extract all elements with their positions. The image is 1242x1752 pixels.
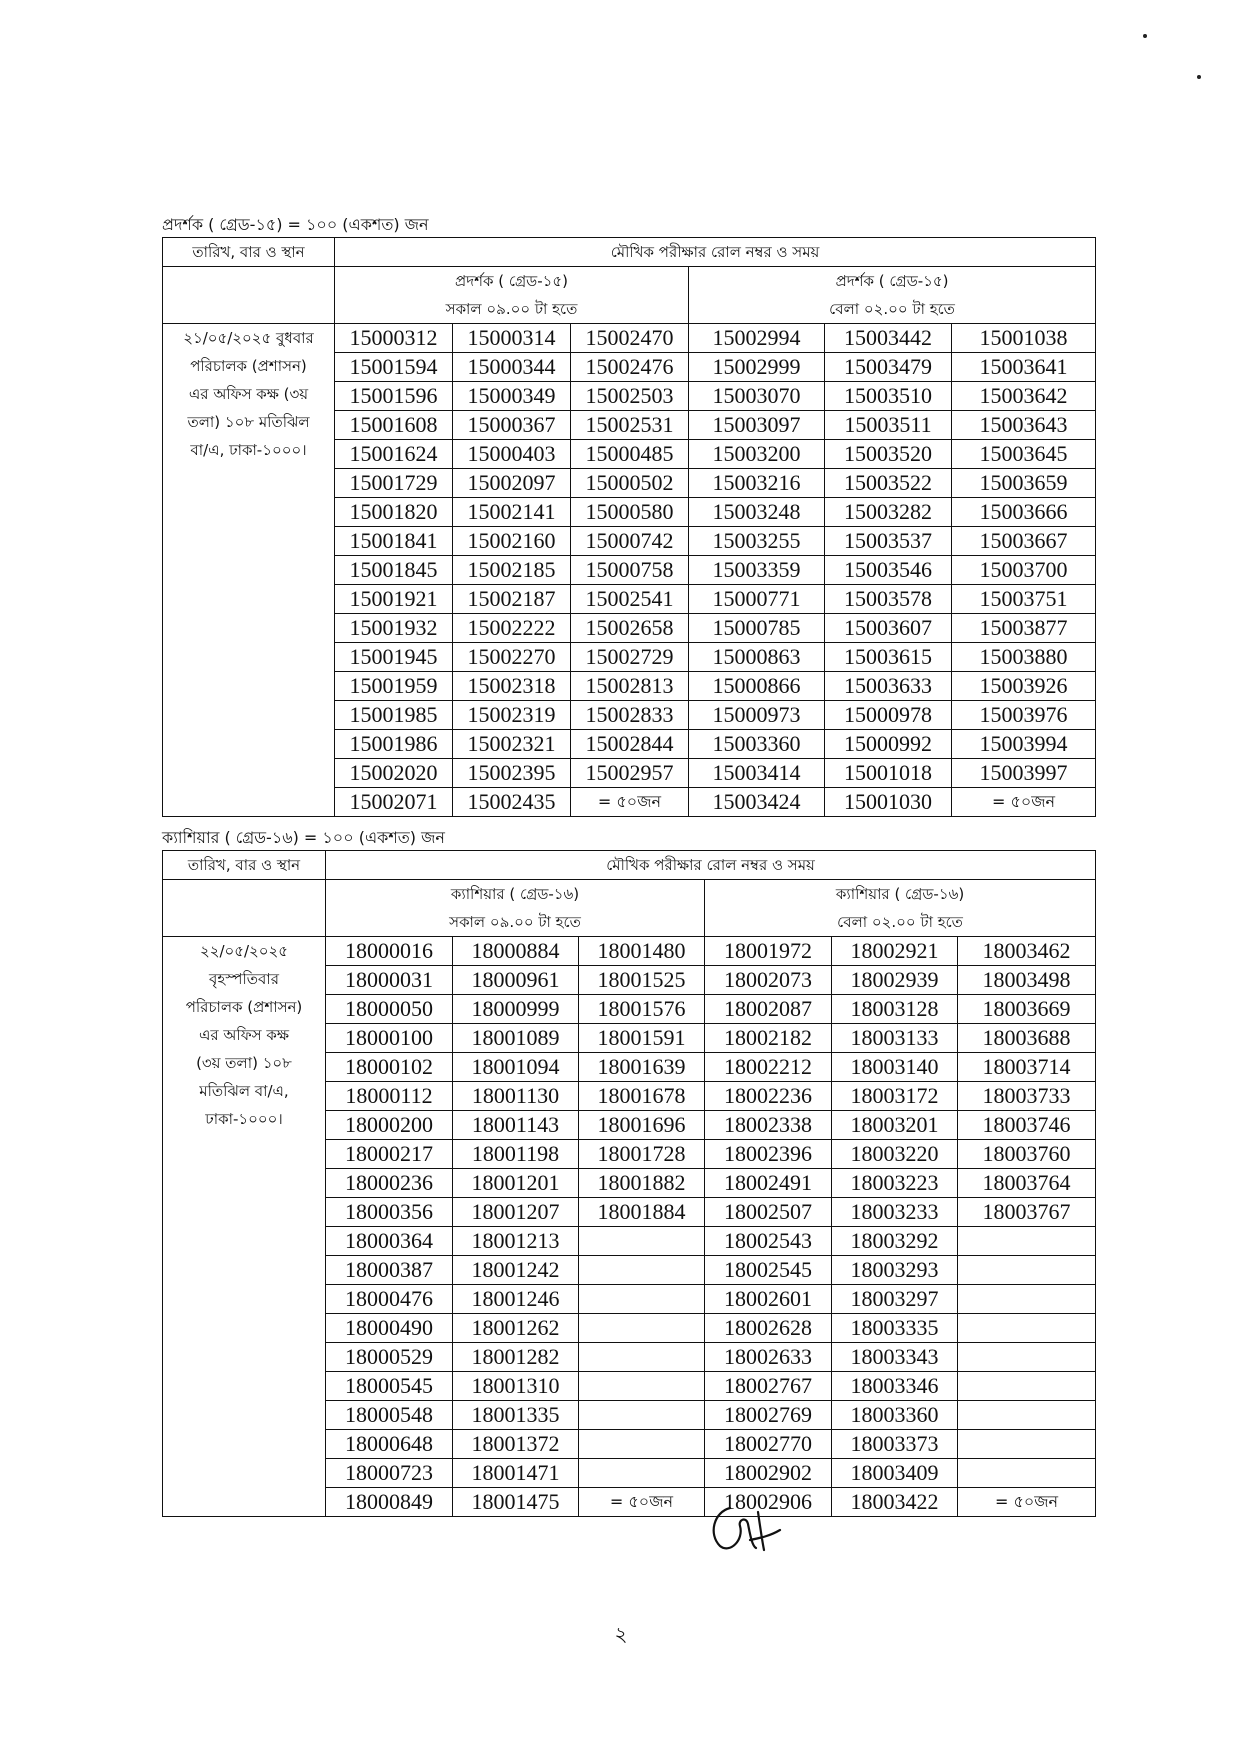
roll-number-cell: 18002338 bbox=[705, 1111, 832, 1140]
roll-number-cell: 15003976 bbox=[952, 701, 1096, 730]
roll-number-cell: 15003511 bbox=[825, 411, 952, 440]
roll-number-cell bbox=[579, 1285, 705, 1314]
roll-number-cell: 15003546 bbox=[825, 556, 952, 585]
roll-number-cell bbox=[579, 1459, 705, 1488]
roll-number-cell: 18000217 bbox=[326, 1140, 453, 1169]
roll-number-cell: 15000349 bbox=[453, 382, 571, 411]
roll-number-cell: 15003880 bbox=[952, 643, 1096, 672]
roll-number-cell: 18001310 bbox=[453, 1372, 579, 1401]
roll-number-cell: 15003520 bbox=[825, 440, 952, 469]
morning-session-header bbox=[326, 880, 705, 937]
roll-number-cell: 15003414 bbox=[689, 759, 825, 788]
roll-number-cell: 15000502 bbox=[571, 469, 689, 498]
roll-number-cell: 15002141 bbox=[453, 498, 571, 527]
roll-number-cell: 15000403 bbox=[453, 440, 571, 469]
roll-number-cell: 15001985 bbox=[335, 701, 453, 730]
roll-number-cell: 15003479 bbox=[825, 353, 952, 382]
roll-number-cell: 18003760 bbox=[958, 1140, 1096, 1169]
roll-number-cell: 15003216 bbox=[689, 469, 825, 498]
roll-number-cell: 18001475 bbox=[453, 1488, 579, 1517]
roll-number-cell: 15000771 bbox=[689, 585, 825, 614]
roll-number-cell: 15000742 bbox=[571, 527, 689, 556]
roll-number-cell: 18003172 bbox=[832, 1082, 958, 1111]
roll-number-cell: 15001845 bbox=[335, 556, 453, 585]
roll-number-cell: 18000016 bbox=[326, 937, 453, 966]
roll-number-cell: 15000973 bbox=[689, 701, 825, 730]
venue-line: এর অফিস কক্ষ bbox=[199, 1026, 289, 1044]
roll-number-cell bbox=[958, 1256, 1096, 1285]
roll-number-cell: 18002906 bbox=[705, 1488, 832, 1517]
roll-number-cell: 15002476 bbox=[571, 353, 689, 382]
roll-number-cell: 15003282 bbox=[825, 498, 952, 527]
morning-session-header bbox=[335, 267, 689, 324]
roll-number-cell: 15000866 bbox=[689, 672, 825, 701]
roll-number-cell: 15001596 bbox=[335, 382, 453, 411]
roll-number-cell: 18000100 bbox=[326, 1024, 453, 1053]
roll-number-cell: 18000548 bbox=[326, 1401, 453, 1430]
afternoon-post: প্রদর্শক ( গ্রেড-১৫) bbox=[835, 272, 949, 290]
roll-number-cell: 15002097 bbox=[453, 469, 571, 498]
morning-time: সকাল ০৯.০০ টা হতে bbox=[449, 913, 581, 931]
roll-number-cell: 18001335 bbox=[453, 1401, 579, 1430]
roll-number-cell: 15001841 bbox=[335, 527, 453, 556]
page-number: ২ bbox=[614, 1622, 628, 1646]
roll-number-cell: 18000356 bbox=[326, 1198, 453, 1227]
roll-number-cell: 18003767 bbox=[958, 1198, 1096, 1227]
roll-number-cell: 18003714 bbox=[958, 1053, 1096, 1082]
roll-number-cell: 15000785 bbox=[689, 614, 825, 643]
roll-number-cell: 18003335 bbox=[832, 1314, 958, 1343]
roll-number-cell: 15002729 bbox=[571, 643, 689, 672]
roll-number-cell: 18001094 bbox=[453, 1053, 579, 1082]
roll-number-cell: 15002833 bbox=[571, 701, 689, 730]
roll-number-cell: 18000050 bbox=[326, 995, 453, 1024]
roll-number-cell: 18003133 bbox=[832, 1024, 958, 1053]
roll-number-cell: 15002470 bbox=[571, 324, 689, 353]
roll-number-cell: 18000849 bbox=[326, 1488, 453, 1517]
roll-number-cell: 18003201 bbox=[832, 1111, 958, 1140]
roll-number-cell: 18003293 bbox=[832, 1256, 958, 1285]
morning-time: সকাল ০৯.০০ টা হতে bbox=[445, 300, 578, 318]
roll-number-cell: 18000112 bbox=[326, 1082, 453, 1111]
roll-number-cell: 15003633 bbox=[825, 672, 952, 701]
roll-column-header: মৌখিক পরীক্ষার রোল নম্বর ও সময় bbox=[335, 238, 1096, 267]
roll-number-cell: 15001932 bbox=[335, 614, 453, 643]
roll-number-cell: 18001525 bbox=[579, 966, 705, 995]
roll-number-cell: 15002222 bbox=[453, 614, 571, 643]
roll-number-cell: 18002545 bbox=[705, 1256, 832, 1285]
roll-number-cell: 15000758 bbox=[571, 556, 689, 585]
roll-number-cell: 15001624 bbox=[335, 440, 453, 469]
morning-post: ক্যাশিয়ার ( গ্রেড-১৬) bbox=[450, 885, 580, 903]
roll-number-cell bbox=[579, 1372, 705, 1401]
roll-number-cell bbox=[579, 1430, 705, 1459]
roll-number-cell bbox=[958, 1401, 1096, 1430]
count-cell: = ৫০জন bbox=[579, 1488, 705, 1517]
venue-line: ২২/০৫/২০২৫ bbox=[199, 942, 289, 960]
count-cell: = ৫০জন bbox=[952, 788, 1096, 817]
roll-number-cell bbox=[579, 1343, 705, 1372]
roll-number-cell: 15001921 bbox=[335, 585, 453, 614]
roll-number-cell: 18001591 bbox=[579, 1024, 705, 1053]
roll-number-cell: 18002767 bbox=[705, 1372, 832, 1401]
roll-number-cell: 18003688 bbox=[958, 1024, 1096, 1053]
roll-number-cell: 18002770 bbox=[705, 1430, 832, 1459]
roll-number-cell bbox=[958, 1343, 1096, 1372]
roll-number-cell: 18001678 bbox=[579, 1082, 705, 1111]
roll-number-cell: 15003641 bbox=[952, 353, 1096, 382]
signature bbox=[700, 1500, 790, 1560]
roll-number-cell: 15002187 bbox=[453, 585, 571, 614]
roll-number-cell: 18000031 bbox=[326, 966, 453, 995]
roll-number-cell bbox=[958, 1227, 1096, 1256]
venue-line: ২১/০৫/২০২৫ বুধবার bbox=[183, 329, 314, 347]
venue-header-spacer bbox=[163, 880, 326, 937]
roll-number-cell: 15002658 bbox=[571, 614, 689, 643]
roll-number-cell bbox=[579, 1314, 705, 1343]
roll-number-cell: 18002507 bbox=[705, 1198, 832, 1227]
roll-number-cell: 15000992 bbox=[825, 730, 952, 759]
roll-number-cell: 15002999 bbox=[689, 353, 825, 382]
roll-number-cell: 15002541 bbox=[571, 585, 689, 614]
venue-line: পরিচালক (প্রশাসন) bbox=[190, 357, 307, 375]
roll-number-cell: 18001372 bbox=[453, 1430, 579, 1459]
roll-number-cell: 15002020 bbox=[335, 759, 453, 788]
roll-number-cell: 18000961 bbox=[453, 966, 579, 995]
roll-number-cell: 15003700 bbox=[952, 556, 1096, 585]
roll-number-cell: 18000200 bbox=[326, 1111, 453, 1140]
roll-number-cell: 15003877 bbox=[952, 614, 1096, 643]
roll-number-cell: 15002319 bbox=[453, 701, 571, 730]
roll-number-cell: 15000367 bbox=[453, 411, 571, 440]
venue-column-header: তারিখ, বার ও স্থান bbox=[163, 851, 326, 880]
roll-number-cell: 15002321 bbox=[453, 730, 571, 759]
venue-line: বৃহস্পতিবার bbox=[209, 970, 279, 988]
roll-number-cell: 18000723 bbox=[326, 1459, 453, 1488]
venue-line: তলা) ১০৮ মতিঝিল bbox=[187, 413, 310, 431]
roll-number-cell: 18003140 bbox=[832, 1053, 958, 1082]
roll-number-cell: 15003751 bbox=[952, 585, 1096, 614]
afternoon-session-header bbox=[689, 267, 1096, 324]
roll-number-cell: 15001945 bbox=[335, 643, 453, 672]
section1-caption: প্রদর্শক ( গ্রেড-১৫) = ১০০ (একশত) জন bbox=[162, 215, 429, 234]
roll-number-cell: 18000364 bbox=[326, 1227, 453, 1256]
roll-number-cell: 18001882 bbox=[579, 1169, 705, 1198]
venue-line: ঢাকা-১০০০। bbox=[205, 1110, 283, 1128]
roll-number-cell: 15003070 bbox=[689, 382, 825, 411]
roll-number-cell: 15000978 bbox=[825, 701, 952, 730]
roll-number-cell: 15001986 bbox=[335, 730, 453, 759]
table-row bbox=[163, 937, 1096, 966]
roll-number-cell: 18003223 bbox=[832, 1169, 958, 1198]
roll-number-cell bbox=[958, 1314, 1096, 1343]
roll-number-cell: 18001262 bbox=[453, 1314, 579, 1343]
roll-number-cell: 18003220 bbox=[832, 1140, 958, 1169]
venue-line: এর অফিস কক্ষ (৩য় bbox=[188, 385, 309, 403]
roll-number-cell: 18001201 bbox=[453, 1169, 579, 1198]
roll-number-cell: 18001728 bbox=[579, 1140, 705, 1169]
roll-number-cell: 15002160 bbox=[453, 527, 571, 556]
venue-cell bbox=[163, 324, 335, 817]
roll-number-cell: 15003510 bbox=[825, 382, 952, 411]
roll-number-cell: 18002182 bbox=[705, 1024, 832, 1053]
roll-number-cell: 18002939 bbox=[832, 966, 958, 995]
roll-number-cell: 15003643 bbox=[952, 411, 1096, 440]
roll-number-cell: 18002087 bbox=[705, 995, 832, 1024]
roll-number-cell: 15003667 bbox=[952, 527, 1096, 556]
afternoon-session-header bbox=[705, 880, 1096, 937]
roll-number-cell: 15001608 bbox=[335, 411, 453, 440]
roll-number-cell: 18003360 bbox=[832, 1401, 958, 1430]
venue-line: (৩য় তলা) ১০৮ bbox=[196, 1054, 292, 1072]
roll-number-cell: 15002813 bbox=[571, 672, 689, 701]
roll-number-cell: 18003346 bbox=[832, 1372, 958, 1401]
roll-number-cell: 18000648 bbox=[326, 1430, 453, 1459]
roll-number-cell: 18003422 bbox=[832, 1488, 958, 1517]
roll-number-cell: 18003462 bbox=[958, 937, 1096, 966]
count-cell: = ৫০জন bbox=[958, 1488, 1096, 1517]
roll-number-cell: 15003615 bbox=[825, 643, 952, 672]
roll-number-cell: 18000102 bbox=[326, 1053, 453, 1082]
roll-number-cell: 15003642 bbox=[952, 382, 1096, 411]
venue-column-header: তারিখ, বার ও স্থান bbox=[163, 238, 335, 267]
roll-number-cell: 15003097 bbox=[689, 411, 825, 440]
roll-number-cell bbox=[958, 1372, 1096, 1401]
roll-number-cell: 15001820 bbox=[335, 498, 453, 527]
morning-post: প্রদর্শক ( গ্রেড-১৫) bbox=[455, 272, 568, 290]
roll-number-cell: 18001696 bbox=[579, 1111, 705, 1140]
table-row bbox=[163, 324, 1096, 353]
roll-number-cell: 15001959 bbox=[335, 672, 453, 701]
roll-number-cell: 15002994 bbox=[689, 324, 825, 353]
roll-number-cell: 18003128 bbox=[832, 995, 958, 1024]
roll-number-cell: 18003297 bbox=[832, 1285, 958, 1314]
roll-number-cell: 18001471 bbox=[453, 1459, 579, 1488]
roll-number-cell: 15002185 bbox=[453, 556, 571, 585]
roll-number-cell bbox=[579, 1256, 705, 1285]
roll-number-cell: 15003200 bbox=[689, 440, 825, 469]
roll-number-cell: 18003343 bbox=[832, 1343, 958, 1372]
roll-number-cell: 15002071 bbox=[335, 788, 453, 817]
roll-number-cell: 15000344 bbox=[453, 353, 571, 382]
roll-number-cell: 15003994 bbox=[952, 730, 1096, 759]
roll-number-cell: 15000314 bbox=[453, 324, 571, 353]
roll-number-cell: 18000476 bbox=[326, 1285, 453, 1314]
roll-number-cell: 15003359 bbox=[689, 556, 825, 585]
roll-number-cell: 18001480 bbox=[579, 937, 705, 966]
roll-number-cell: 18001246 bbox=[453, 1285, 579, 1314]
afternoon-time: বেলা ০২.০০ টা হতে bbox=[837, 913, 963, 931]
roll-number-cell: 18002902 bbox=[705, 1459, 832, 1488]
scan-speck bbox=[1143, 34, 1147, 38]
roll-number-cell: 18000490 bbox=[326, 1314, 453, 1343]
roll-number-cell: 15003442 bbox=[825, 324, 952, 353]
roll-number-cell: 18001143 bbox=[453, 1111, 579, 1140]
roll-number-cell: 18002633 bbox=[705, 1343, 832, 1372]
count-cell: = ৫০জন bbox=[571, 788, 689, 817]
roll-number-cell: 15003578 bbox=[825, 585, 952, 614]
roll-number-cell: 18001089 bbox=[453, 1024, 579, 1053]
roll-number-cell: 18002073 bbox=[705, 966, 832, 995]
roll-number-cell bbox=[579, 1227, 705, 1256]
roll-number-cell: 15002531 bbox=[571, 411, 689, 440]
roll-number-cell: 15003255 bbox=[689, 527, 825, 556]
roll-number-cell: 15003659 bbox=[952, 469, 1096, 498]
roll-number-cell: 15003926 bbox=[952, 672, 1096, 701]
roll-number-cell: 15000863 bbox=[689, 643, 825, 672]
roll-number-cell: 18000884 bbox=[453, 937, 579, 966]
roll-number-cell: 15003360 bbox=[689, 730, 825, 759]
section2-caption: ক্যাশিয়ার ( গ্রেড-১৬) = ১০০ (একশত) জন bbox=[162, 828, 445, 847]
venue-line: বা/এ, ঢাকা-১০০০। bbox=[190, 441, 307, 459]
roll-number-cell: 18002769 bbox=[705, 1401, 832, 1430]
roll-number-cell: 18003764 bbox=[958, 1169, 1096, 1198]
roll-number-cell: 18003409 bbox=[832, 1459, 958, 1488]
roll-number-cell: 15000485 bbox=[571, 440, 689, 469]
roll-number-cell: 18002491 bbox=[705, 1169, 832, 1198]
roll-number-cell: 18001639 bbox=[579, 1053, 705, 1082]
roll-number-cell: 18002921 bbox=[832, 937, 958, 966]
roll-number-cell: 18003233 bbox=[832, 1198, 958, 1227]
roll-number-cell: 15000312 bbox=[335, 324, 453, 353]
venue-line: পরিচালক (প্রশাসন) bbox=[185, 998, 303, 1016]
roll-number-cell: 18002628 bbox=[705, 1314, 832, 1343]
roll-number-cell: 18001198 bbox=[453, 1140, 579, 1169]
roll-number-cell bbox=[958, 1285, 1096, 1314]
roll-column-header: মৌখিক পরীক্ষার রোল নম্বর ও সময় bbox=[326, 851, 1096, 880]
roll-number-cell: 15003248 bbox=[689, 498, 825, 527]
section2-schedule-table bbox=[162, 850, 1096, 1517]
roll-number-cell: 18002396 bbox=[705, 1140, 832, 1169]
roll-number-cell: 15001729 bbox=[335, 469, 453, 498]
roll-number-cell: 18001213 bbox=[453, 1227, 579, 1256]
venue-header-spacer bbox=[163, 267, 335, 324]
roll-number-cell: 18003746 bbox=[958, 1111, 1096, 1140]
roll-number-cell: 18003373 bbox=[832, 1430, 958, 1459]
afternoon-time: বেলা ০২.০০ টা হতে bbox=[829, 300, 955, 318]
roll-number-cell: 15002435 bbox=[453, 788, 571, 817]
roll-number-cell: 15002844 bbox=[571, 730, 689, 759]
roll-number-cell: 18003498 bbox=[958, 966, 1096, 995]
roll-number-cell: 18001242 bbox=[453, 1256, 579, 1285]
roll-number-cell: 18002601 bbox=[705, 1285, 832, 1314]
roll-number-cell: 15003607 bbox=[825, 614, 952, 643]
roll-number-cell: 18002236 bbox=[705, 1082, 832, 1111]
roll-number-cell: 18001207 bbox=[453, 1198, 579, 1227]
roll-number-cell: 15001030 bbox=[825, 788, 952, 817]
roll-number-cell: 15003522 bbox=[825, 469, 952, 498]
roll-number-cell: 18001130 bbox=[453, 1082, 579, 1111]
roll-number-cell: 15001018 bbox=[825, 759, 952, 788]
venue-cell bbox=[163, 937, 326, 1517]
scan-speck bbox=[1197, 75, 1201, 79]
roll-number-cell: 15000580 bbox=[571, 498, 689, 527]
roll-number-cell: 18001884 bbox=[579, 1198, 705, 1227]
roll-number-cell: 18000387 bbox=[326, 1256, 453, 1285]
roll-number-cell: 18002212 bbox=[705, 1053, 832, 1082]
roll-number-cell: 15003645 bbox=[952, 440, 1096, 469]
roll-number-cell: 18000529 bbox=[326, 1343, 453, 1372]
roll-number-cell: 18001972 bbox=[705, 937, 832, 966]
roll-number-cell: 15001594 bbox=[335, 353, 453, 382]
roll-number-cell: 18000236 bbox=[326, 1169, 453, 1198]
afternoon-post: ক্যাশিয়ার ( গ্রেড-১৬) bbox=[835, 885, 965, 903]
roll-number-cell: 15002957 bbox=[571, 759, 689, 788]
roll-number-cell: 15002503 bbox=[571, 382, 689, 411]
roll-number-cell: 18001576 bbox=[579, 995, 705, 1024]
roll-number-cell: 15003424 bbox=[689, 788, 825, 817]
roll-number-cell: 15003997 bbox=[952, 759, 1096, 788]
section1-schedule-table bbox=[162, 237, 1096, 817]
roll-number-cell bbox=[579, 1401, 705, 1430]
roll-number-cell: 15001038 bbox=[952, 324, 1096, 353]
roll-number-cell: 15003666 bbox=[952, 498, 1096, 527]
roll-number-cell bbox=[958, 1459, 1096, 1488]
roll-number-cell: 15002318 bbox=[453, 672, 571, 701]
venue-line: মতিঝিল বা/এ, bbox=[199, 1082, 289, 1100]
roll-number-cell: 18000999 bbox=[453, 995, 579, 1024]
roll-number-cell: 15003537 bbox=[825, 527, 952, 556]
roll-number-cell: 18001282 bbox=[453, 1343, 579, 1372]
roll-number-cell: 15002395 bbox=[453, 759, 571, 788]
roll-number-cell: 18002543 bbox=[705, 1227, 832, 1256]
roll-number-cell: 18003669 bbox=[958, 995, 1096, 1024]
roll-number-cell: 18003292 bbox=[832, 1227, 958, 1256]
roll-number-cell: 18003733 bbox=[958, 1082, 1096, 1111]
roll-number-cell: 15002270 bbox=[453, 643, 571, 672]
roll-number-cell: 18000545 bbox=[326, 1372, 453, 1401]
roll-number-cell bbox=[958, 1430, 1096, 1459]
